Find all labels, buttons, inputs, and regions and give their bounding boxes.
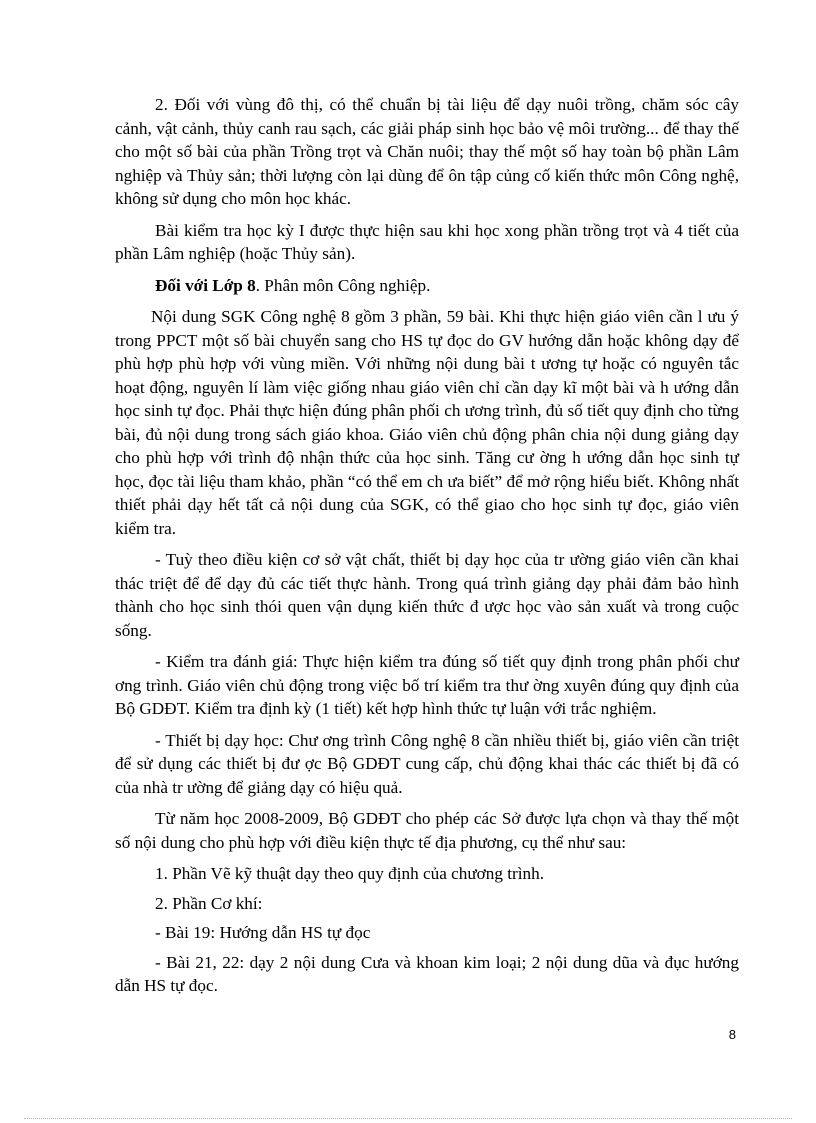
grade8-heading-bold: Đối với Lớp 8 [155, 275, 256, 295]
paragraph-textbook-content: Nội dung SGK Công nghệ 8 gồm 3 phần, 59 bài. Khi thực hiện giáo viên cần l ưu ý trong PPCT một số bài chuyển sang cho HS tự đọc do GV hướng dẫn hoặc không dạy để phù hợp phù hợp với vùng miền. Với những nội dung bài t ương tự hoặc có nguyên tắc hoạt động, nguyên lí làm việc giống nhau giáo viên chỉ cần dạy kĩ một bài và h ướng dẫn học sinh tự đọc. Phải thực hiện đúng phân phối ch ương trình, đủ số tiết quy định cho từng bài, đủ nội dung trong sách giáo khoa. Giáo viên chủ động phân chia nội dung giảng dạy cho phù hợp với trình độ nhận thức của học sinh. Tăng cư ờng h ướng dẫn học sinh tự học, đọc tài liệu tham khảo, phần “có thể em ch ưa biết” để mở rộng hiểu biết. Không nhất thiết phải dạy hết tất cả nội dung của SGK, có thể giao cho học sinh tự đọc, giáo viên kiểm tra. [115, 307, 739, 538]
paragraph-assessment: - Kiểm tra đánh giá: Thực hiện kiểm tra đúng số tiết quy định trong phân phối chư ơng trình. Giáo viên chủ động trong việc bố trí kiểm tra thư ờng xuyên đúng quy định của Bộ GDĐT. Kiểm tra định kỳ (1 tiết) kết hợp hình thức tự luận với trắc nghiệm. [115, 652, 739, 718]
paragraph-2008-2009: Từ năm học 2008-2009, Bộ GDĐT cho phép các Sở được lựa chọn và thay thế một số nội dung cho phù hợp với điều kiện thực tế địa phương, cụ thể như sau: [115, 809, 739, 852]
grade8-heading [115, 274, 739, 298]
paragraph-facilities: - Tuỳ theo điều kiện cơ sở vật chất, thiết bị dạy học của tr ường giáo viên cần khai thác triệt để để dạy đủ các tiết thực hành. Trong quá trình giảng dạy phải đảm bảo hình thành cho học sinh thói quen vận dụng kiến thức đ ược học vào sản xuất và trong cuộc sống. [115, 550, 739, 640]
page-body [115, 93, 739, 1006]
footer-divider [24, 1118, 792, 1119]
list-item-technical-drawing: 1. Phần Vẽ kỹ thuật dạy theo quy định của chương trình. [155, 864, 544, 883]
list-item-lesson-21-22: - Bài 21, 22: dạy 2 nội dung Cưa và khoan kim loại; 2 nội dung dũa và đục hướng dẫn HS tự đọc. [115, 952, 739, 995]
paragraph-semester-test: Bài kiểm tra học kỳ I được thực hiện sau khi học xong phần trồng trọt và 4 tiết của phần Lâm nghiệp (hoặc Thủy sản). [115, 220, 739, 263]
page-number: 8 [728, 1027, 736, 1042]
paragraph-equipment: - Thiết bị dạy học: Chư ơng trình Công nghệ 8 cần nhiều thiết bị, giáo viên cần triệt để sử dụng các thiết bị đư ợc Bộ GDĐT cung cấp, chủ động khai thác các thiết bị đã có của nhà tr ường để giảng dạy có hiệu quả. [115, 730, 739, 797]
paragraph-urban-areas: 2. Đối với vùng đô thị, có thể chuẩn bị tài liệu để dạy nuôi trồng, chăm sóc cây cảnh, vật cảnh, thủy canh rau sạch, các giải pháp sinh học bảo vệ môi trường... để thay thế cho một số bài của phần Trồng trọt và Chăn nuôi; thay thế một số hay toàn bộ phần Lâm nghiệp và Thủy sản; thời lượng còn lại dùng để ôn tập củng cố kiến thức môn Công nghệ, không sử dụng cho môn học khác. [115, 95, 739, 208]
list-item-mechanics: 2. Phần Cơ khí: [155, 893, 263, 913]
grade8-heading-rest: . Phân môn Công nghiệp. [255, 275, 431, 295]
list-item-lesson-19: - Bài 19: Hướng dẫn HS tự đọc [155, 923, 371, 942]
